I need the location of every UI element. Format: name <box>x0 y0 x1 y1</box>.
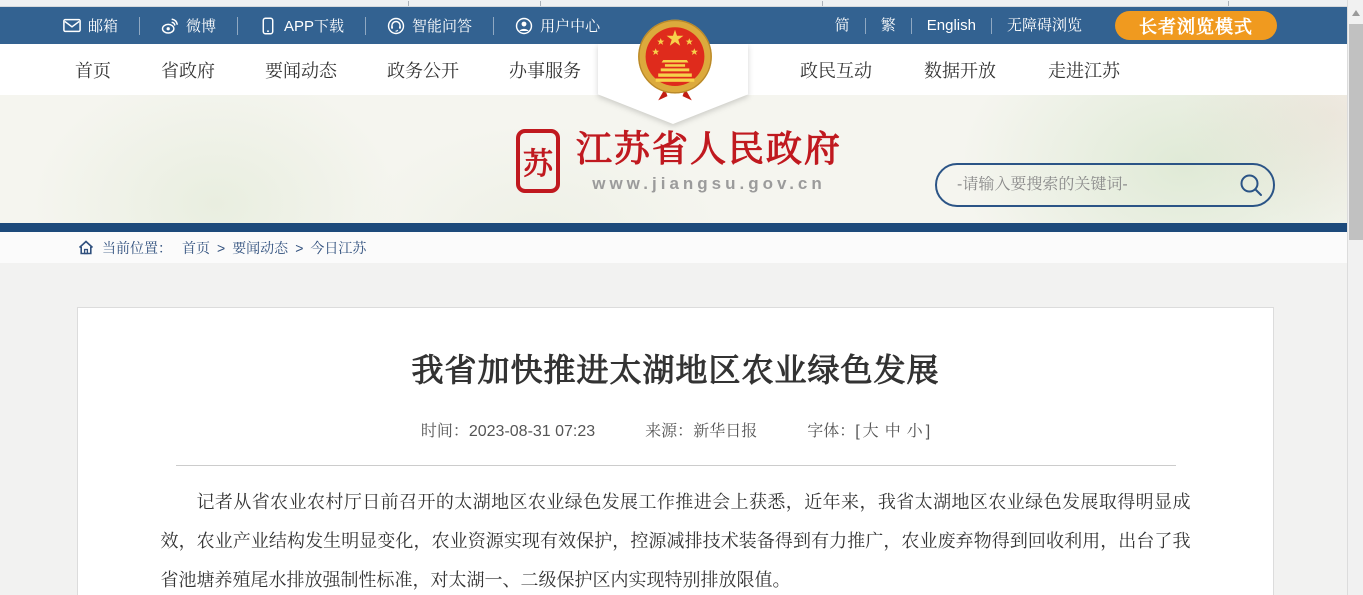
font-size-control-2[interactable]: 小 <box>906 423 923 440</box>
breadcrumb-items <box>178 238 370 258</box>
font-size-control-0[interactable]: 大 <box>862 423 879 440</box>
weibo-icon <box>161 17 179 35</box>
elder-mode-button[interactable]: 长者浏览模式 <box>1115 11 1277 40</box>
breadcrumb-label: 当前位置： <box>102 239 172 256</box>
topbar-quick-link-label: 智能问答 <box>412 18 473 35</box>
accessibility-browse[interactable]: 无障碍浏览 <box>1006 16 1082 34</box>
language-switcher <box>820 11 1277 40</box>
seal-logo-icon: 苏 <box>516 129 560 193</box>
breadcrumb-separator: > <box>295 239 304 256</box>
lang-simplified[interactable]: 简 <box>820 18 866 34</box>
scrollbar-up-arrow[interactable] <box>1348 6 1363 20</box>
article-card <box>77 307 1274 595</box>
nav-item-left-1[interactable]: 省政府 <box>161 60 215 81</box>
nav-item-left-4[interactable]: 办事服务 <box>509 60 581 81</box>
mail-icon <box>63 17 81 35</box>
meta-font-controls: 字体：[ 大 中 小 ] <box>807 423 931 440</box>
scrollbar-thumb[interactable] <box>1349 24 1363 240</box>
site-url: www.jiangsu.gov.cn <box>592 174 826 193</box>
topbar-quick-link[interactable] <box>494 17 621 35</box>
meta-divider <box>176 465 1176 466</box>
search-input[interactable] <box>937 176 1229 194</box>
site-logo[interactable] <box>516 129 842 194</box>
national-emblem-icon <box>633 16 717 104</box>
nav-item-right-0[interactable]: 政民互动 <box>800 60 872 81</box>
breadcrumb-item-0[interactable]: 首页 <box>182 239 210 256</box>
meta-time: 时间：2023-08-31 07:23 <box>420 423 596 440</box>
topbar-quick-link[interactable] <box>63 17 140 35</box>
navbar-right-items <box>800 44 1120 95</box>
home-icon <box>78 240 94 255</box>
nav-item-left-2[interactable]: 要闻动态 <box>265 60 337 81</box>
topbar-quick-link[interactable] <box>238 17 366 35</box>
phone-icon <box>259 17 277 35</box>
topbar-quick-link-label: 用户中心 <box>540 18 601 35</box>
search-icon <box>1238 172 1264 198</box>
qa-icon <box>387 17 405 35</box>
article-title: 我省加快推进太湖地区农业绿色发展 <box>411 352 940 388</box>
search-button[interactable] <box>1229 165 1273 205</box>
breadcrumb <box>0 232 1347 263</box>
nav-item-left-3[interactable]: 政务公开 <box>387 60 459 81</box>
search-box <box>935 163 1275 207</box>
browser-chrome-strip <box>0 0 1347 7</box>
scrollbar[interactable] <box>1347 0 1363 595</box>
nav-item-left-0[interactable]: 首页 <box>75 60 111 81</box>
nav-item-right-2[interactable]: 走进江苏 <box>1048 60 1120 81</box>
topbar-quick-link[interactable] <box>366 17 494 35</box>
breadcrumb-item-2[interactable]: 今日江苏 <box>310 239 367 256</box>
site-name: 江苏省人民政府 <box>576 128 843 169</box>
topbar-quick-link-label: 微博 <box>186 18 217 35</box>
navbar-left-items <box>75 44 581 95</box>
breadcrumb-separator: > <box>217 239 226 256</box>
lang-english[interactable]: English <box>912 18 992 34</box>
nav-item-right-1[interactable]: 数据开放 <box>924 60 996 81</box>
topbar-quick-links <box>63 17 621 35</box>
topbar-quick-link-label: APP下载 <box>284 18 345 35</box>
lang-links <box>820 18 1097 34</box>
lang-traditional[interactable]: 繁 <box>866 18 912 34</box>
breadcrumb-item-1[interactable]: 要闻动态 <box>232 239 289 256</box>
topbar-quick-link[interactable] <box>140 17 238 35</box>
user-icon <box>515 17 533 35</box>
article-body: 记者从省农业农村厅日前召开的太湖地区农业绿色发展工作推进会上获悉，近年来，我省太湖地区农业绿色发展取得明显成效，农业产业结构发生明显变化，农业资源实现有效保护，控源减排技术装备得到有力推广，农业废弃物得到回收利用，出台了我省池塘养殖尾水排放强制性标准，对太湖一、二级保护区内实现特别排放限值。 <box>160 492 1191 590</box>
font-size-control-1[interactable]: 中 <box>884 423 901 440</box>
meta-source: 来源：新华日报 <box>645 423 758 440</box>
navy-divider-bar <box>0 223 1347 232</box>
article-meta <box>78 418 1273 441</box>
topbar-quick-link-label: 邮箱 <box>88 18 119 35</box>
